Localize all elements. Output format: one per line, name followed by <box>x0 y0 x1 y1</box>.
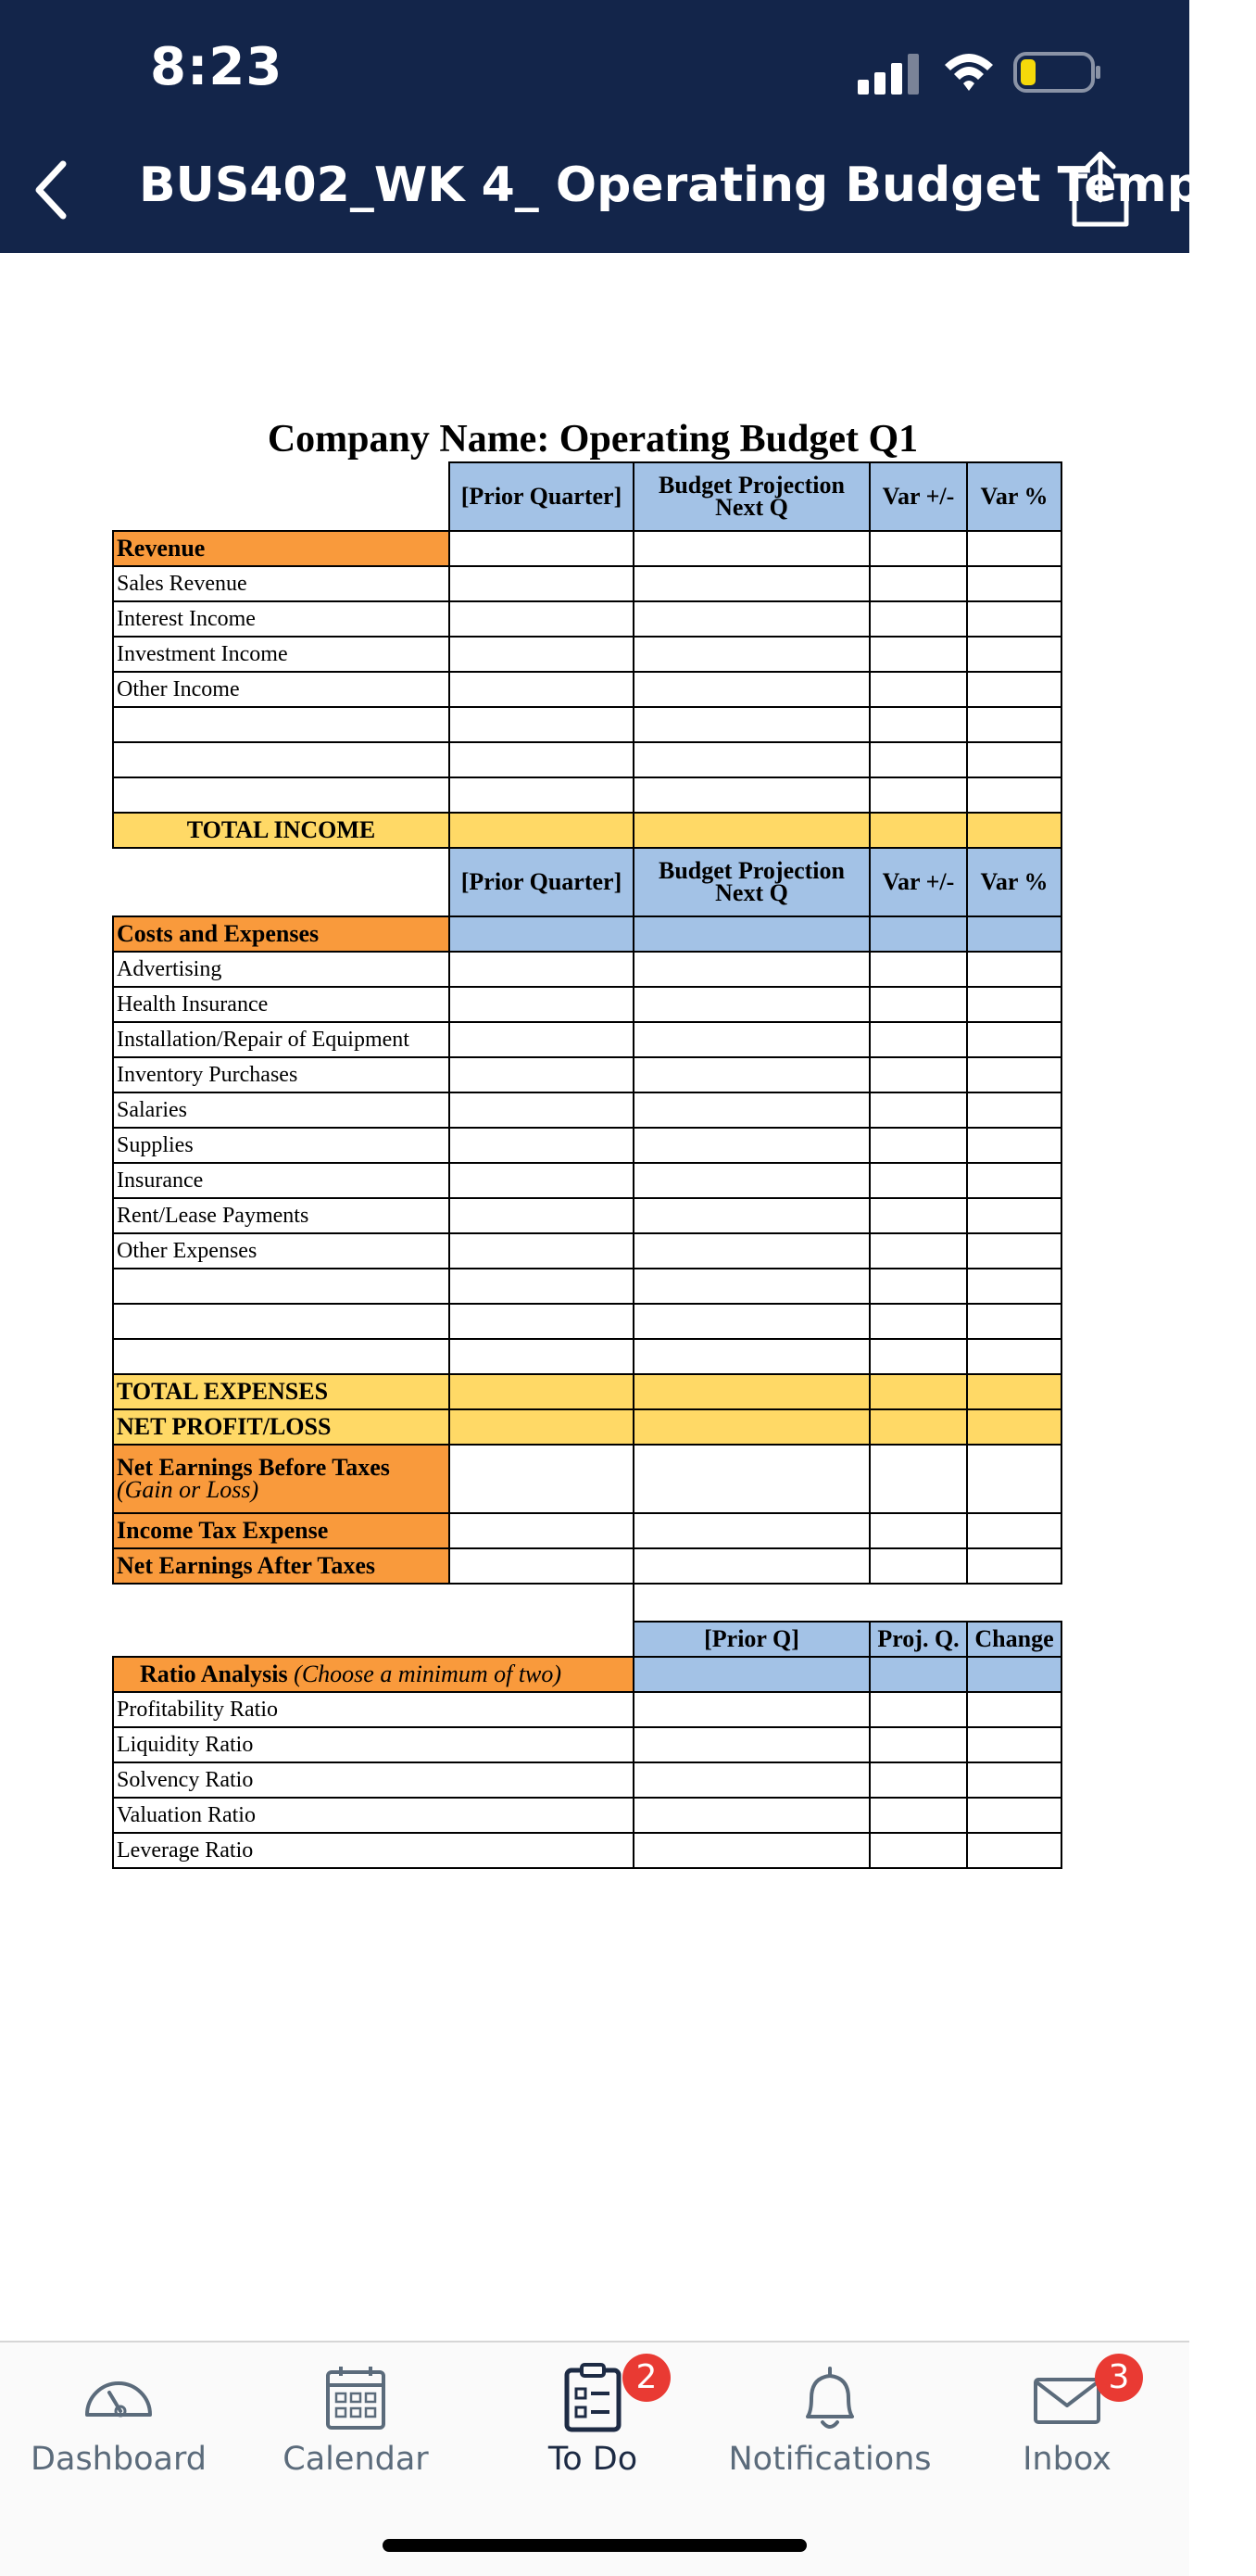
table-row <box>113 1233 1061 1269</box>
document-title: BUS402_WK 4_ Operating Budget Temp... <box>139 158 1256 213</box>
sheet-title: Company Name: Operating Budget Q1 <box>267 418 919 461</box>
share-button[interactable] <box>1063 148 1137 230</box>
signal-icon <box>858 54 919 95</box>
net-earnings-after-taxes-label: Net Earnings After Taxes <box>113 1548 449 1584</box>
row-label: Salaries <box>113 1092 449 1128</box>
tab-dashboard[interactable] <box>0 2342 237 2491</box>
table-row <box>113 1198 1061 1233</box>
tab-label: Notifications <box>728 2441 932 2478</box>
table-row <box>113 1692 1061 1727</box>
share-icon <box>1063 148 1137 230</box>
table-row <box>113 1304 1061 1339</box>
var-amount-header: Var +/- <box>870 462 967 531</box>
chevron-left-icon <box>26 153 82 227</box>
budget-document <box>112 417 1061 1869</box>
battery-icon <box>1015 54 1100 91</box>
row-label: Installation/Repair of Equipment <box>113 1022 449 1057</box>
row-label: Advertising <box>113 952 449 987</box>
row-label: Supplies <box>113 1128 449 1163</box>
back-button[interactable] <box>26 153 82 227</box>
table-row <box>113 777 1061 813</box>
table-row <box>113 1269 1061 1304</box>
costs-label: Costs and Expenses <box>113 916 449 952</box>
tab-label: Dashboard <box>31 2441 207 2478</box>
status-icons <box>852 44 1102 100</box>
table-row <box>113 1339 1061 1374</box>
row-label: Investment Income <box>113 637 449 672</box>
row-label: Valuation Ratio <box>113 1798 634 1833</box>
table-row <box>113 1163 1061 1198</box>
row-label: Interest Income <box>113 601 449 637</box>
var-percent-header: Var % <box>967 848 1061 916</box>
row-label: Other Income <box>113 672 449 707</box>
income-table <box>112 461 1062 1585</box>
net-earnings-note: (Gain or Loss) <box>117 1476 259 1503</box>
table-row <box>113 1128 1061 1163</box>
navigation-bar <box>0 0 1256 253</box>
net-earnings-before-taxes-label: Net Earnings Before Taxes (Gain or Loss) <box>113 1445 449 1513</box>
row-label: Health Insurance <box>113 987 449 1022</box>
home-indicator <box>383 2539 807 2552</box>
table-row <box>113 742 1061 777</box>
table-row <box>113 1762 1061 1798</box>
prior-quarter-header: [Prior Quarter] <box>449 462 634 531</box>
ratio-analysis-note: (Choose a minimum of two) <box>294 1661 562 1687</box>
proj-q-header: Proj. Q. <box>870 1622 967 1657</box>
income-tax-label: Income Tax Expense <box>113 1513 449 1548</box>
table-row <box>113 1833 1061 1868</box>
row-label: Sales Revenue <box>113 566 449 601</box>
table-row <box>113 672 1061 707</box>
revenue-label: Revenue <box>113 531 449 566</box>
inbox-icon <box>1030 2361 1104 2435</box>
total-expenses-label: TOTAL EXPENSES <box>113 1374 449 1409</box>
table-row <box>113 1092 1061 1128</box>
dashboard-icon <box>82 2361 156 2435</box>
tab-todo[interactable] <box>474 2342 711 2491</box>
todo-badge: 2 <box>622 2354 671 2402</box>
var-amount-header: Var +/- <box>870 848 967 916</box>
ratio-analysis-label: Ratio Analysis (Choose a minimum of two) <box>113 1657 634 1692</box>
tab-calendar[interactable] <box>237 2342 474 2491</box>
calendar-icon <box>319 2361 393 2435</box>
inbox-badge: 3 <box>1095 2354 1143 2402</box>
table-row <box>113 1727 1061 1762</box>
row-label: Insurance <box>113 1163 449 1198</box>
table-row <box>113 707 1061 742</box>
table-row <box>113 987 1061 1022</box>
table-row <box>113 566 1061 601</box>
change-header: Change <box>967 1622 1061 1657</box>
status-time: 8:23 <box>150 37 283 97</box>
table-row <box>113 1798 1061 1833</box>
row-label: Liquidity Ratio <box>113 1727 634 1762</box>
row-label: Inventory Purchases <box>113 1057 449 1092</box>
tab-label: To Do <box>547 2441 638 2478</box>
var-percent-header: Var % <box>967 462 1061 531</box>
tab-bar <box>0 2341 1189 2576</box>
total-income-label: TOTAL INCOME <box>113 813 449 848</box>
table-row <box>113 952 1061 987</box>
row-label: Other Expenses <box>113 1233 449 1269</box>
tab-label: Calendar <box>283 2441 429 2478</box>
row-label: Solvency Ratio <box>113 1762 634 1798</box>
budget-projection-header: Budget Projection Next Q <box>634 848 870 916</box>
table-row <box>113 601 1061 637</box>
prior-quarter-header: [Prior Quarter] <box>449 848 634 916</box>
todo-icon <box>556 2361 630 2435</box>
net-profit-label: NET PROFIT/LOSS <box>113 1409 449 1445</box>
row-label: Leverage Ratio <box>113 1833 634 1868</box>
wifi-icon <box>945 54 993 91</box>
tab-inbox[interactable] <box>948 2342 1186 2491</box>
bell-icon <box>793 2361 867 2435</box>
table-row <box>113 1057 1061 1092</box>
row-label: Profitability Ratio <box>113 1692 634 1727</box>
tab-label: Inbox <box>1023 2441 1112 2478</box>
row-label: Rent/Lease Payments <box>113 1198 449 1233</box>
table-row <box>113 1022 1061 1057</box>
prior-q-header: [Prior Q] <box>634 1622 870 1657</box>
ratio-table <box>112 1585 1062 1869</box>
tab-notifications[interactable] <box>711 2342 948 2491</box>
table-row <box>113 637 1061 672</box>
budget-projection-header: Budget Projection Next Q <box>634 462 870 531</box>
